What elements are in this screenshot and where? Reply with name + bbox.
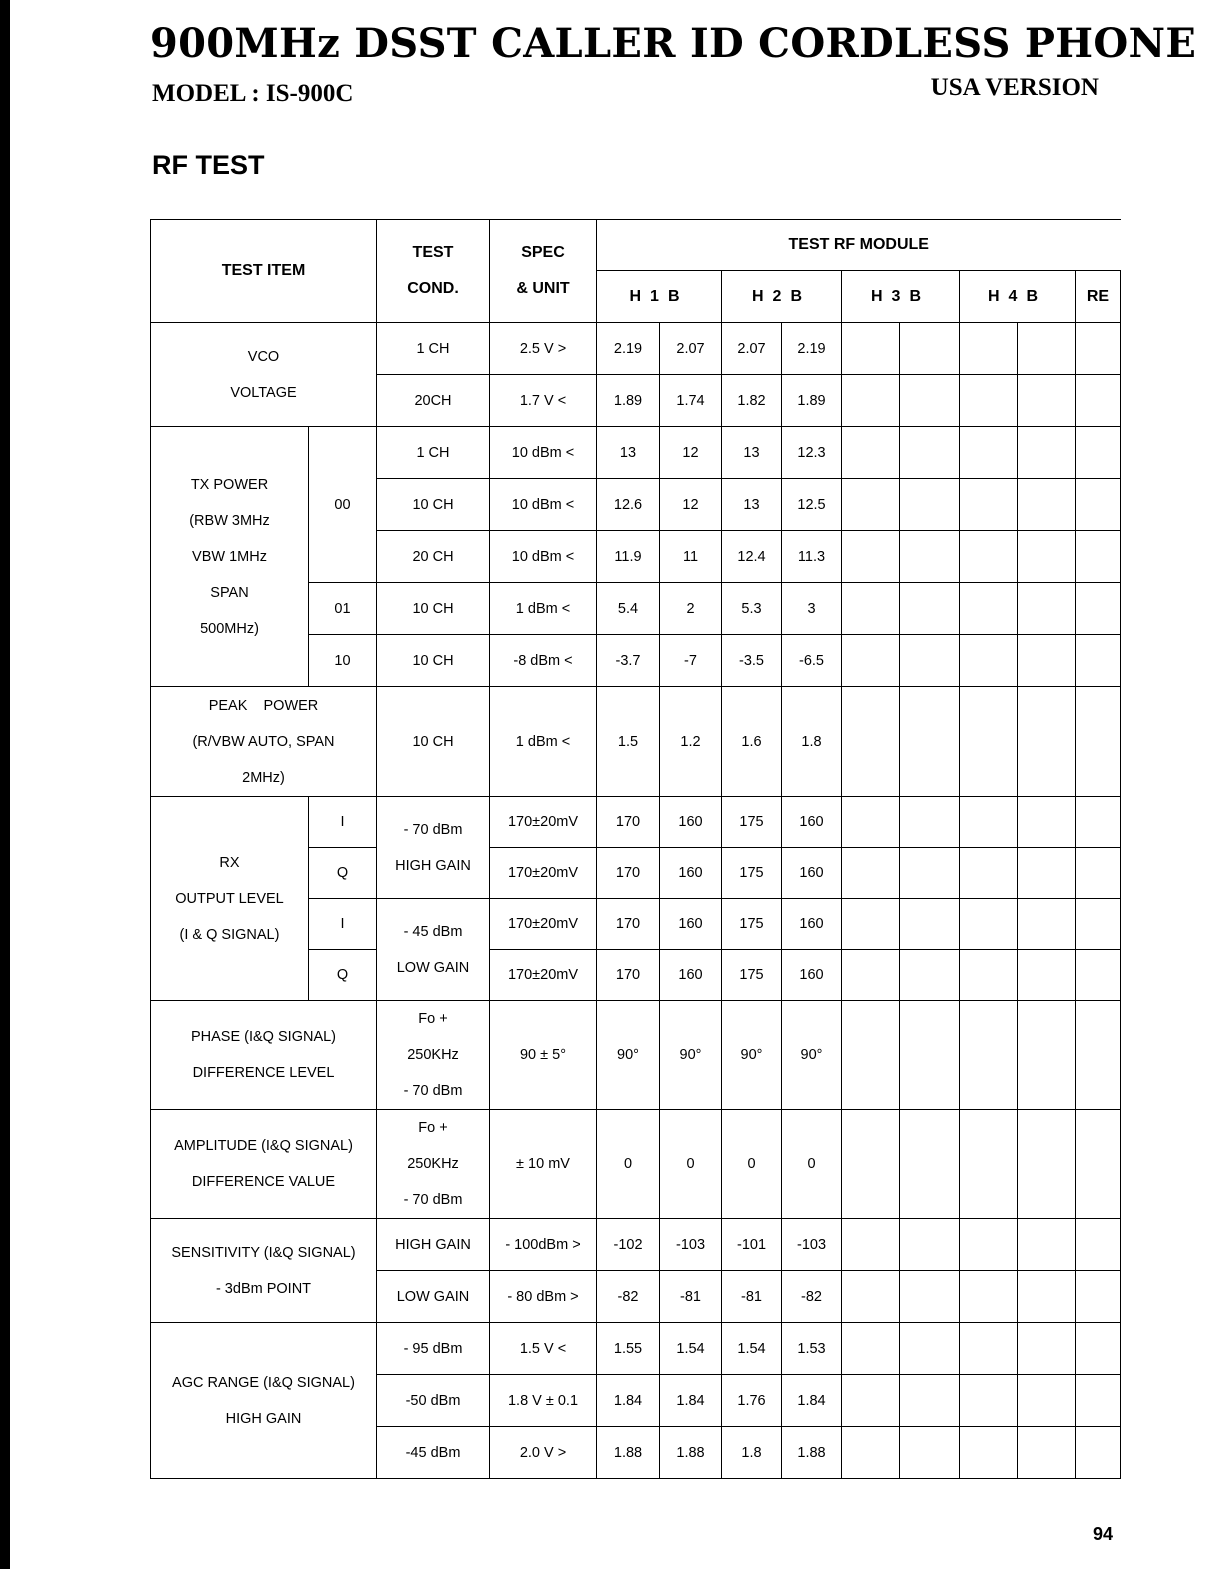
label-line: OUTPUT LEVEL xyxy=(175,890,284,907)
page-number: 94 xyxy=(1093,1524,1114,1544)
spec-cell: 2.0 V > xyxy=(490,1427,597,1479)
label-line: - 45 dBm xyxy=(403,923,463,940)
table-row xyxy=(151,797,1121,848)
empty-cell xyxy=(960,1271,1018,1323)
value-cell: 160 xyxy=(660,950,722,1001)
module-h4b: H4B xyxy=(960,271,1076,323)
empty-cell xyxy=(900,687,960,797)
sensitivity-label xyxy=(151,1219,377,1323)
label-line: AMPLITUDE (I&Q SIGNAL) xyxy=(174,1138,353,1154)
empty-cell xyxy=(900,479,960,531)
empty-cell xyxy=(1076,635,1121,687)
empty-cell xyxy=(842,531,900,583)
amplitude-cond xyxy=(377,1110,490,1219)
cond-cell: 10 CH xyxy=(377,687,490,797)
cond-cell: -50 dBm xyxy=(377,1375,490,1427)
value-cell: 1.76 xyxy=(722,1375,782,1427)
module-h3b: H3B xyxy=(842,271,960,323)
empty-cell xyxy=(900,797,960,848)
empty-cell xyxy=(842,1110,900,1219)
spec-cell: 1 dBm < xyxy=(490,583,597,635)
rx-output-label xyxy=(151,797,309,1001)
empty-cell xyxy=(960,1001,1018,1110)
empty-cell xyxy=(1076,427,1121,479)
empty-cell xyxy=(1018,1271,1076,1323)
empty-cell xyxy=(1076,479,1121,531)
empty-cell xyxy=(900,635,960,687)
spec-cell: 170±20mV xyxy=(490,950,597,1001)
value-cell: 160 xyxy=(660,797,722,848)
cond-cell: 20CH xyxy=(377,375,490,427)
cond-cell: 1 CH xyxy=(377,323,490,375)
value-cell: 1.55 xyxy=(597,1323,660,1375)
phase-cond xyxy=(377,1001,490,1110)
empty-cell xyxy=(1018,583,1076,635)
value-cell: 13 xyxy=(722,479,782,531)
value-cell: 2.07 xyxy=(722,323,782,375)
empty-cell xyxy=(900,375,960,427)
value-cell: 2 xyxy=(660,583,722,635)
label-line: (RBW 3MHz xyxy=(189,512,270,529)
empty-cell xyxy=(1018,848,1076,899)
tx-sub-01: 01 xyxy=(309,583,377,635)
value-cell: 1.84 xyxy=(597,1375,660,1427)
label-line: 2MHz) xyxy=(242,769,285,786)
label-line: DIFFERENCE VALUE xyxy=(191,1174,336,1190)
label-line: - 70 dBm xyxy=(403,1083,463,1099)
empty-cell xyxy=(842,687,900,797)
empty-cell xyxy=(1018,950,1076,1001)
label-line: 250KHz xyxy=(407,1156,459,1172)
empty-cell xyxy=(1076,848,1121,899)
label-line: VOLTAGE xyxy=(230,384,297,401)
value-cell: -101 xyxy=(722,1219,782,1271)
value-cell: -3.5 xyxy=(722,635,782,687)
label-line: VCO xyxy=(247,348,280,365)
empty-cell xyxy=(1018,1001,1076,1110)
empty-cell xyxy=(960,1375,1018,1427)
value-cell: 1.88 xyxy=(782,1427,842,1479)
empty-cell xyxy=(842,797,900,848)
value-cell: 1.5 xyxy=(597,687,660,797)
value-cell: 90° xyxy=(782,1001,842,1110)
value-cell: 170 xyxy=(597,950,660,1001)
spec-cell: 170±20mV xyxy=(490,848,597,899)
tx-sub-00: 00 xyxy=(309,427,377,583)
value-cell: -7 xyxy=(660,635,722,687)
empty-cell xyxy=(960,1427,1018,1479)
empty-cell xyxy=(960,1110,1018,1219)
cond-cell: 20 CH xyxy=(377,531,490,583)
empty-cell xyxy=(960,797,1018,848)
label-line: Fo + xyxy=(418,1120,448,1136)
value-cell: 1.84 xyxy=(782,1375,842,1427)
empty-cell xyxy=(1076,583,1121,635)
empty-cell xyxy=(900,583,960,635)
spec-cell: 1.8 V ± 0.1 xyxy=(490,1375,597,1427)
empty-cell xyxy=(900,531,960,583)
spec-cell: - 100dBm > xyxy=(490,1219,597,1271)
empty-cell xyxy=(842,848,900,899)
left-margin-bar xyxy=(0,0,10,1569)
value-cell: -103 xyxy=(782,1219,842,1271)
value-cell: 11 xyxy=(660,531,722,583)
value-cell: 0 xyxy=(782,1110,842,1219)
cond-cell: -45 dBm xyxy=(377,1427,490,1479)
empty-cell xyxy=(900,427,960,479)
tx-sub-10: 10 xyxy=(309,635,377,687)
spec-cell: 170±20mV xyxy=(490,797,597,848)
value-cell: 175 xyxy=(722,950,782,1001)
label-line: SPAN xyxy=(210,584,249,601)
value-cell: 170 xyxy=(597,848,660,899)
empty-cell xyxy=(960,375,1018,427)
empty-cell xyxy=(960,323,1018,375)
label-line: 250KHz xyxy=(407,1047,459,1063)
empty-cell xyxy=(960,848,1018,899)
empty-cell xyxy=(960,1323,1018,1375)
cond-cell: 1 CH xyxy=(377,427,490,479)
label-line: - 70 dBm xyxy=(403,1192,463,1208)
empty-cell xyxy=(1018,797,1076,848)
value-cell: 1.89 xyxy=(782,375,842,427)
table-row xyxy=(151,1001,1121,1110)
spec-header-line2: & UNIT xyxy=(516,280,570,297)
label-line: SENSITIVITY (I&Q SIGNAL) xyxy=(171,1244,356,1261)
empty-cell xyxy=(842,635,900,687)
label-line: 500MHz) xyxy=(200,620,259,637)
document-title: 900MHz DSST CALLER ID CORDLESS PHONE xyxy=(150,20,1197,67)
empty-cell xyxy=(842,583,900,635)
value-cell: 1.82 xyxy=(722,375,782,427)
spec-header-line1: SPEC xyxy=(521,244,565,261)
spec-header xyxy=(490,220,597,323)
label-line: - 70 dBm xyxy=(403,821,463,838)
empty-cell xyxy=(960,687,1018,797)
label-line: Fo + xyxy=(418,1011,448,1027)
empty-cell xyxy=(900,899,960,950)
empty-cell xyxy=(1018,531,1076,583)
label-line: HIGH GAIN xyxy=(225,1410,302,1427)
version-label: USA VERSION xyxy=(930,74,1099,101)
empty-cell xyxy=(1018,1323,1076,1375)
value-cell: 12.3 xyxy=(782,427,842,479)
empty-cell xyxy=(1076,1323,1121,1375)
spec-cell: 90 ± 5° xyxy=(490,1001,597,1110)
table-row xyxy=(151,1219,1121,1271)
label-line: TX POWER xyxy=(190,476,269,493)
agc-range-label xyxy=(151,1323,377,1479)
value-cell: 0 xyxy=(660,1110,722,1219)
spec-cell: 10 dBm < xyxy=(490,479,597,531)
rx-cond-high xyxy=(377,797,490,899)
value-cell: 1.54 xyxy=(660,1323,722,1375)
label-line: PHASE (I&Q SIGNAL) xyxy=(190,1029,337,1045)
tx-power-label xyxy=(151,427,309,687)
value-cell: 1.53 xyxy=(782,1323,842,1375)
module-h2b: H2B xyxy=(722,271,842,323)
model-number: MODEL : IS-900C xyxy=(152,80,354,107)
value-cell: 0 xyxy=(597,1110,660,1219)
value-cell: 160 xyxy=(660,848,722,899)
value-cell: 1.8 xyxy=(722,1427,782,1479)
peak-power-label xyxy=(151,687,377,797)
empty-cell xyxy=(842,950,900,1001)
empty-cell xyxy=(842,1323,900,1375)
empty-cell xyxy=(900,1271,960,1323)
empty-cell xyxy=(1076,1427,1121,1479)
value-cell: 1.6 xyxy=(722,687,782,797)
value-cell: 170 xyxy=(597,797,660,848)
value-cell: 1.74 xyxy=(660,375,722,427)
value-cell: 160 xyxy=(782,797,842,848)
label-line: LOW GAIN xyxy=(396,959,470,976)
rx-q-label: Q xyxy=(309,848,377,899)
rx-i-label: I xyxy=(309,797,377,848)
value-cell: 11.9 xyxy=(597,531,660,583)
value-cell: 90° xyxy=(722,1001,782,1110)
module-h1b: H1B xyxy=(597,271,722,323)
value-cell: -81 xyxy=(722,1271,782,1323)
empty-cell xyxy=(1076,1375,1121,1427)
cond-cell: 10 CH xyxy=(377,635,490,687)
phase-label xyxy=(151,1001,377,1110)
value-cell: 12.4 xyxy=(722,531,782,583)
spec-cell: 10 dBm < xyxy=(490,531,597,583)
cond-cell: HIGH GAIN xyxy=(377,1219,490,1271)
spec-cell: 10 dBm < xyxy=(490,427,597,479)
test-rf-module-header: TEST RF MODULE xyxy=(597,220,1121,271)
amplitude-label xyxy=(151,1110,377,1219)
spec-cell: - 80 dBm > xyxy=(490,1271,597,1323)
rf-test-table xyxy=(150,219,1121,1479)
empty-cell xyxy=(1076,1001,1121,1110)
value-cell: 1.2 xyxy=(660,687,722,797)
rx-q-label: Q xyxy=(309,950,377,1001)
empty-cell xyxy=(1076,531,1121,583)
value-cell: 160 xyxy=(782,848,842,899)
table-row xyxy=(151,687,1121,797)
empty-cell xyxy=(900,848,960,899)
value-cell: 13 xyxy=(722,427,782,479)
value-cell: -102 xyxy=(597,1219,660,1271)
value-cell: 1.84 xyxy=(660,1375,722,1427)
value-cell: 175 xyxy=(722,899,782,950)
cond-cell: 10 CH xyxy=(377,479,490,531)
value-cell: -82 xyxy=(782,1271,842,1323)
spec-cell: -8 dBm < xyxy=(490,635,597,687)
table-row xyxy=(151,323,1121,375)
header-row xyxy=(151,220,1121,271)
empty-cell xyxy=(900,1427,960,1479)
value-cell: 2.19 xyxy=(782,323,842,375)
empty-cell xyxy=(960,899,1018,950)
empty-cell xyxy=(960,1219,1018,1271)
empty-cell xyxy=(900,950,960,1001)
value-cell: 1.54 xyxy=(722,1323,782,1375)
value-cell: 12.6 xyxy=(597,479,660,531)
value-cell: 1.88 xyxy=(597,1427,660,1479)
empty-cell xyxy=(1076,375,1121,427)
spec-cell: 1.5 V < xyxy=(490,1323,597,1375)
value-cell: 175 xyxy=(722,848,782,899)
empty-cell xyxy=(1076,797,1121,848)
value-cell: -6.5 xyxy=(782,635,842,687)
value-cell: 175 xyxy=(722,797,782,848)
spec-cell: 1 dBm < xyxy=(490,687,597,797)
spec-cell: 1.7 V < xyxy=(490,375,597,427)
value-cell: 160 xyxy=(782,950,842,1001)
spec-cell: 170±20mV xyxy=(490,899,597,950)
empty-cell xyxy=(960,531,1018,583)
label-line: VBW 1MHz xyxy=(192,548,267,565)
empty-cell xyxy=(900,1001,960,1110)
label-line: DIFFERENCE LEVEL xyxy=(192,1065,335,1081)
empty-cell xyxy=(1018,375,1076,427)
vco-voltage-label xyxy=(151,323,377,427)
empty-cell xyxy=(1076,687,1121,797)
empty-cell xyxy=(1018,687,1076,797)
value-cell: 2.19 xyxy=(597,323,660,375)
value-cell: -81 xyxy=(660,1271,722,1323)
empty-cell xyxy=(842,1271,900,1323)
empty-cell xyxy=(1018,479,1076,531)
value-cell: 90° xyxy=(660,1001,722,1110)
label-line: HIGH GAIN xyxy=(395,857,471,874)
empty-cell xyxy=(1018,1110,1076,1219)
test-cond-header-line1: TEST xyxy=(412,244,454,261)
rx-i-label: I xyxy=(309,899,377,950)
value-cell: 3 xyxy=(782,583,842,635)
rx-cond-low xyxy=(377,899,490,1001)
empty-cell xyxy=(960,479,1018,531)
empty-cell xyxy=(842,375,900,427)
label-line: PEAK POWER xyxy=(208,697,319,714)
empty-cell xyxy=(842,1219,900,1271)
label-line: AGC RANGE (I&Q SIGNAL) xyxy=(172,1374,355,1391)
empty-cell xyxy=(1076,1219,1121,1271)
empty-cell xyxy=(1018,1375,1076,1427)
test-cond-header-line2: COND. xyxy=(407,280,459,297)
value-cell: 5.4 xyxy=(597,583,660,635)
empty-cell xyxy=(842,1427,900,1479)
empty-cell xyxy=(900,1375,960,1427)
empty-cell xyxy=(960,950,1018,1001)
value-cell: 0 xyxy=(722,1110,782,1219)
empty-cell xyxy=(842,323,900,375)
test-item-header: TEST ITEM xyxy=(151,220,377,323)
empty-cell xyxy=(1018,427,1076,479)
table-row xyxy=(151,427,1121,479)
value-cell: 1.88 xyxy=(660,1427,722,1479)
empty-cell xyxy=(842,479,900,531)
empty-cell xyxy=(1018,899,1076,950)
value-cell: 2.07 xyxy=(660,323,722,375)
table-row xyxy=(151,1110,1121,1219)
value-cell: 160 xyxy=(782,899,842,950)
empty-cell xyxy=(1076,1110,1121,1219)
value-cell: 12 xyxy=(660,427,722,479)
value-cell: 13 xyxy=(597,427,660,479)
label-line: (I & Q SIGNAL) xyxy=(179,926,280,943)
cond-cell: LOW GAIN xyxy=(377,1271,490,1323)
cond-cell: 10 CH xyxy=(377,583,490,635)
value-cell: -82 xyxy=(597,1271,660,1323)
empty-cell xyxy=(960,635,1018,687)
empty-cell xyxy=(900,1219,960,1271)
spec-cell: 2.5 V > xyxy=(490,323,597,375)
empty-cell xyxy=(1018,635,1076,687)
empty-cell xyxy=(842,1375,900,1427)
empty-cell xyxy=(1076,950,1121,1001)
label-line: (R/VBW AUTO, SPAN xyxy=(192,733,335,750)
value-cell: 12 xyxy=(660,479,722,531)
empty-cell xyxy=(900,1110,960,1219)
value-cell: -103 xyxy=(660,1219,722,1271)
empty-cell xyxy=(1076,323,1121,375)
section-title: RF TEST xyxy=(152,150,265,180)
empty-cell xyxy=(900,1323,960,1375)
label-line: RX xyxy=(219,854,240,871)
value-cell: 1.89 xyxy=(597,375,660,427)
empty-cell xyxy=(1076,899,1121,950)
empty-cell xyxy=(842,899,900,950)
empty-cell xyxy=(960,583,1018,635)
module-re: RE xyxy=(1076,271,1121,323)
value-cell: 170 xyxy=(597,899,660,950)
empty-cell xyxy=(842,427,900,479)
table-row xyxy=(151,1323,1121,1375)
empty-cell xyxy=(1018,1219,1076,1271)
test-cond-header xyxy=(377,220,490,323)
empty-cell xyxy=(1018,1427,1076,1479)
empty-cell xyxy=(900,323,960,375)
value-cell: 90° xyxy=(597,1001,660,1110)
value-cell: 12.5 xyxy=(782,479,842,531)
label-line: - 3dBm POINT xyxy=(215,1280,312,1297)
empty-cell xyxy=(960,427,1018,479)
value-cell: 1.8 xyxy=(782,687,842,797)
value-cell: 160 xyxy=(660,899,722,950)
value-cell: 5.3 xyxy=(722,583,782,635)
empty-cell xyxy=(1018,323,1076,375)
cond-cell: - 95 dBm xyxy=(377,1323,490,1375)
spec-cell: ± 10 mV xyxy=(490,1110,597,1219)
value-cell: 11.3 xyxy=(782,531,842,583)
empty-cell xyxy=(1076,1271,1121,1323)
value-cell: -3.7 xyxy=(597,635,660,687)
empty-cell xyxy=(842,1001,900,1110)
